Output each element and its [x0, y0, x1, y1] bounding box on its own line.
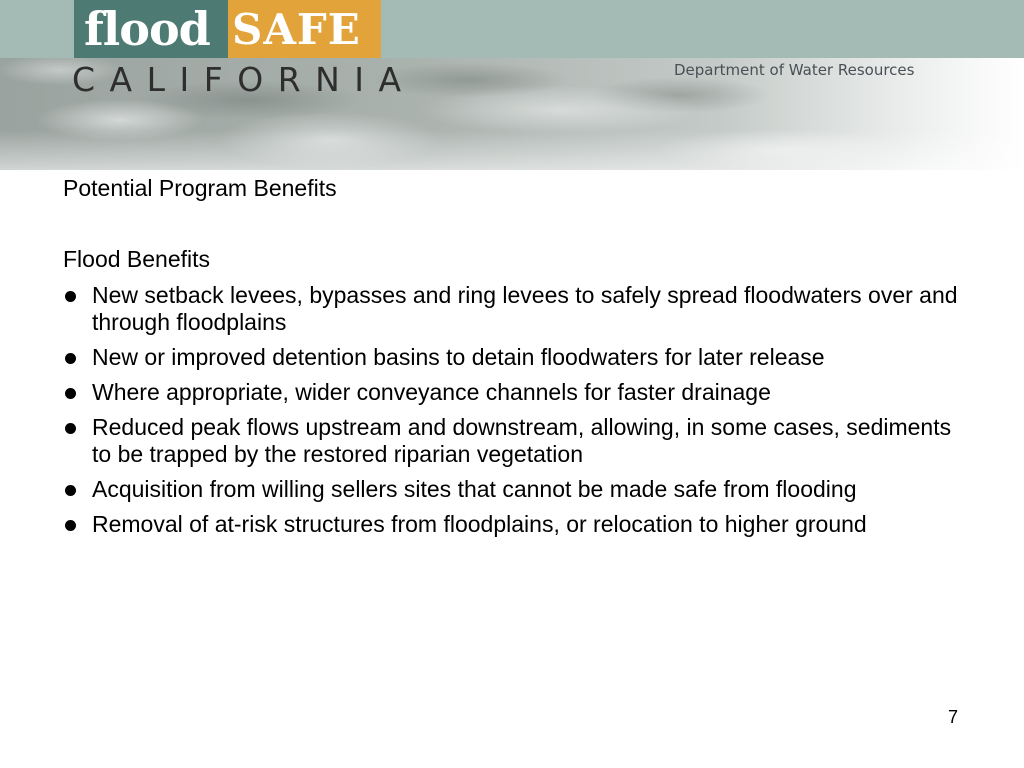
bullet-text: Removal of at-risk structures from floodplains, or relocation to higher ground [92, 511, 867, 537]
bullet-list [63, 282, 963, 546]
bullet-dot-icon [65, 485, 76, 496]
banner-fade [0, 130, 1024, 170]
bullet-item [63, 476, 963, 503]
bullet-dot-icon [65, 423, 76, 434]
bullet-dot-icon [65, 291, 76, 302]
bullet-dot-icon [65, 520, 76, 531]
department-name: Department of Water Resources [674, 61, 915, 79]
bullet-text: Acquisition from willing sellers sites that cannot be made safe from flooding [92, 476, 857, 502]
bullet-text: New or improved detention basins to detain floodwaters for later release [92, 344, 825, 370]
slide-number: 7 [948, 707, 959, 727]
header-banner [0, 0, 1024, 170]
bullet-dot-icon [65, 388, 76, 399]
bullet-text: New setback levees, bypasses and ring levees to safely spread floodwaters over and through floodplains [92, 282, 958, 335]
logo-safe-text: SAFE [232, 5, 361, 54]
bullet-text: Reduced peak flows upstream and downstream, allowing, in some cases, sediments to be trapped by the restored riparian vegetation [92, 414, 952, 467]
bullet-item [63, 282, 963, 336]
logo-california-text: CALIFORNIA [72, 60, 416, 99]
logo-flood-text: flood [84, 2, 210, 56]
section-heading: Flood Benefits [63, 246, 211, 272]
bullet-item [63, 414, 963, 468]
bullet-item [63, 379, 963, 406]
bullet-item [63, 511, 963, 538]
slide-title: Potential Program Benefits [63, 175, 337, 201]
bullet-text: Where appropriate, wider conveyance channels for faster drainage [92, 379, 771, 405]
bullet-item [63, 344, 963, 371]
bullet-dot-icon [65, 353, 76, 364]
